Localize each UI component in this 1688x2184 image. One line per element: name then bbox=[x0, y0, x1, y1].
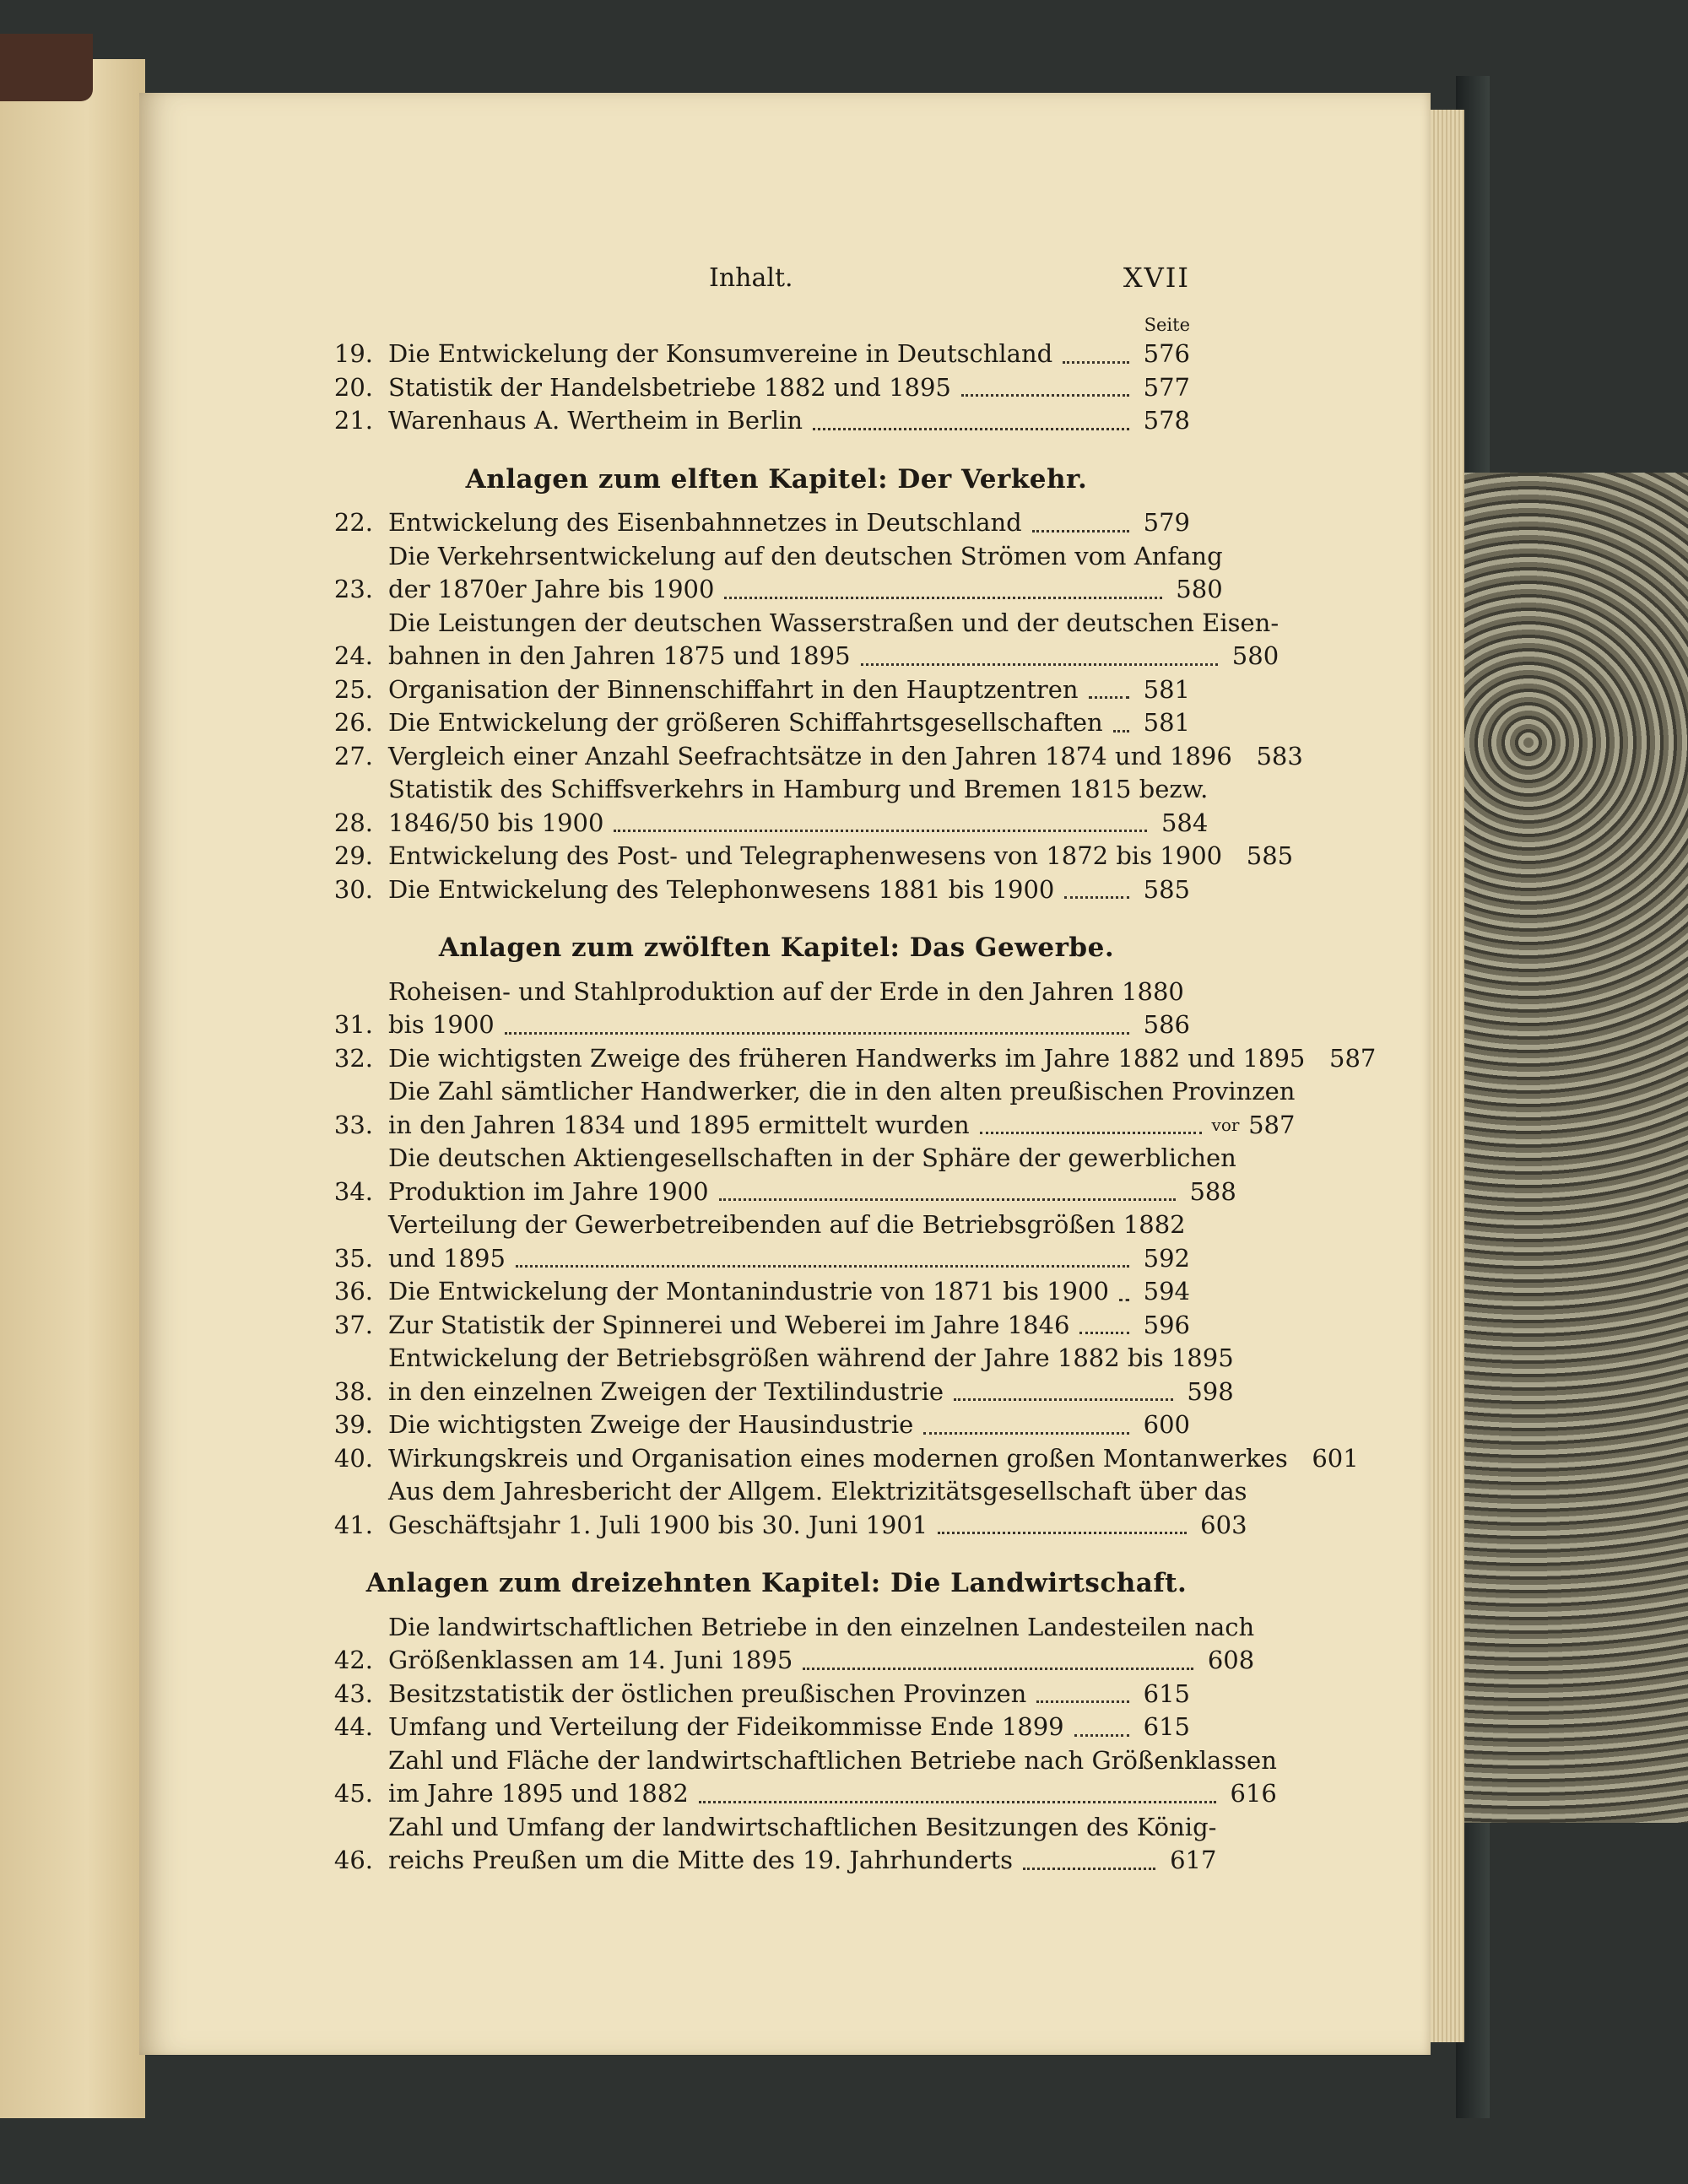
dot-leader bbox=[516, 1265, 1129, 1268]
entry-text bbox=[388, 1611, 1254, 1678]
dot-leader bbox=[1089, 696, 1129, 699]
entry-line-text: Zur Statistik der Spinnerei und Weberei im Jahre 1846 bbox=[388, 1310, 1070, 1339]
dot-leader bbox=[724, 597, 1161, 599]
entry-line bbox=[388, 1644, 1254, 1678]
entry-line bbox=[388, 607, 1279, 641]
entry-number: 34. bbox=[333, 1176, 373, 1206]
entry-text bbox=[388, 1275, 1190, 1309]
entry-page: 601 bbox=[1312, 1443, 1359, 1473]
entry-line-text: Besitzstatistik der östlichen preußischen Provinzen bbox=[388, 1679, 1027, 1708]
left-page-edge bbox=[0, 59, 145, 2118]
dot-leader bbox=[1063, 361, 1129, 364]
entry-line bbox=[388, 573, 1223, 607]
toc-entry bbox=[312, 607, 1280, 673]
dot-leader bbox=[954, 1398, 1173, 1401]
page-column-label: Seite bbox=[1144, 315, 1190, 335]
entry-page: 608 bbox=[1207, 1646, 1255, 1674]
entry-text bbox=[388, 338, 1190, 371]
entry-number: 23. bbox=[333, 575, 373, 603]
entry-page: 615 bbox=[1143, 1712, 1190, 1741]
entry-text bbox=[388, 540, 1223, 607]
entry-number: 44. bbox=[333, 1712, 373, 1741]
entry-line-text: Die Entwickelung der größeren Schiffahrtsgesellschaften bbox=[388, 708, 1103, 737]
entry-line-text: Aus dem Jahresbericht der Allgem. Elektrizitätsgesellschaft über das bbox=[388, 1477, 1247, 1506]
entry-text bbox=[388, 706, 1190, 740]
entry-line-text: Statistik des Schiffsverkehrs in Hamburg und Bremen 1815 bezw. bbox=[388, 775, 1209, 803]
entry-line bbox=[388, 1342, 1234, 1376]
entry-line-text: bahnen in den Jahren 1875 und 1895 bbox=[388, 641, 851, 670]
dot-leader bbox=[614, 830, 1147, 832]
entry-number: 36. bbox=[333, 1277, 373, 1306]
entry-number: 35. bbox=[333, 1243, 373, 1273]
entry-line bbox=[388, 1611, 1254, 1645]
dot-leader bbox=[1032, 530, 1129, 532]
toc-groups bbox=[312, 338, 1377, 1878]
entry-line bbox=[388, 1109, 1295, 1143]
entry-page: 603 bbox=[1200, 1510, 1247, 1539]
entry-text bbox=[388, 1075, 1295, 1142]
entry-line bbox=[388, 740, 1303, 774]
entry-line-text: Größenklassen am 14. Juni 1895 bbox=[388, 1646, 793, 1674]
entry-text bbox=[388, 1442, 1359, 1476]
entry-line bbox=[388, 807, 1208, 841]
entry-text bbox=[388, 1678, 1190, 1711]
entry-page: 586 bbox=[1143, 1010, 1190, 1039]
entry-page: 576 bbox=[1143, 339, 1190, 368]
dot-leader bbox=[1079, 1332, 1129, 1334]
table-of-contents bbox=[312, 262, 1377, 1878]
entry-page: 615 bbox=[1143, 1679, 1190, 1708]
dot-leader bbox=[1023, 1868, 1155, 1870]
dot-leader bbox=[1036, 1700, 1129, 1703]
running-head bbox=[312, 262, 1190, 312]
entry-page: 585 bbox=[1143, 874, 1190, 904]
entry-page: 616 bbox=[1230, 1779, 1277, 1808]
entry-line-text: der 1870er Jahre bis 1900 bbox=[388, 575, 715, 603]
entry-line-text: und 1895 bbox=[388, 1243, 506, 1273]
dot-leader bbox=[961, 394, 1129, 397]
entry-line-text: Vergleich einer Anzahl Seefrachtsätze in den Jahren 1874 und 1896 bbox=[388, 741, 1232, 770]
entry-line bbox=[388, 404, 1190, 438]
entry-line-text: Die Entwickelung der Montanindustrie von 1871 bis 1900 bbox=[388, 1277, 1109, 1306]
toc-entry bbox=[312, 1711, 1190, 1744]
entry-page: 596 bbox=[1143, 1310, 1190, 1339]
dot-leader bbox=[699, 1801, 1216, 1803]
entry-line-text: Die wichtigsten Zweige der Hausindustrie bbox=[388, 1410, 914, 1439]
entry-number: 29. bbox=[333, 841, 373, 870]
entry-line bbox=[388, 1811, 1216, 1845]
entry-line bbox=[388, 1042, 1376, 1076]
entry-number: 30. bbox=[333, 874, 373, 904]
toc-entry bbox=[312, 1611, 1255, 1678]
entry-text bbox=[388, 1208, 1190, 1275]
dot-leader bbox=[980, 1132, 1202, 1134]
entry-page: 588 bbox=[1189, 1176, 1236, 1206]
entry-line bbox=[388, 976, 1190, 1009]
entry-line bbox=[388, 1208, 1190, 1242]
entry-number: 28. bbox=[333, 808, 373, 837]
entry-line bbox=[388, 1008, 1190, 1042]
toc-entry bbox=[312, 706, 1190, 740]
entry-line bbox=[388, 1376, 1234, 1409]
entry-line bbox=[388, 1075, 1295, 1109]
entry-text bbox=[388, 404, 1190, 438]
entry-page: 587 bbox=[1248, 1110, 1296, 1139]
entry-line bbox=[388, 540, 1223, 574]
entry-line bbox=[388, 1242, 1190, 1276]
entry-text bbox=[388, 1408, 1190, 1442]
toc-entry bbox=[312, 1442, 1359, 1476]
dot-leader bbox=[1074, 1734, 1129, 1737]
entry-number: 24. bbox=[333, 641, 373, 670]
entry-text bbox=[388, 1475, 1247, 1542]
dot-leader bbox=[803, 1668, 1193, 1670]
entry-line bbox=[388, 506, 1190, 540]
entry-page: 580 bbox=[1176, 575, 1223, 603]
left-cover-corner bbox=[0, 34, 93, 101]
entry-line-text: reichs Preußen um die Mitte des 19. Jahrhunderts bbox=[388, 1846, 1014, 1874]
entry-page: 598 bbox=[1187, 1376, 1234, 1406]
entry-line-text: Die Leistungen der deutschen Wasserstraßen und der deutschen Eisen- bbox=[388, 608, 1280, 637]
entry-line bbox=[388, 1711, 1190, 1744]
entry-number: 39. bbox=[333, 1410, 373, 1439]
toc-entry bbox=[312, 673, 1190, 707]
toc-entry bbox=[312, 1275, 1190, 1309]
entry-number: 43. bbox=[333, 1679, 373, 1708]
entry-line bbox=[388, 1777, 1277, 1811]
entry-text bbox=[388, 673, 1190, 707]
entry-text bbox=[388, 1309, 1190, 1343]
entry-line-text: Produktion im Jahre 1900 bbox=[388, 1176, 709, 1206]
entry-page: 617 bbox=[1170, 1846, 1217, 1874]
entry-page: 577 bbox=[1143, 372, 1190, 402]
page-stack-edge bbox=[1431, 110, 1464, 2042]
toc-entry bbox=[312, 1042, 1377, 1076]
entry-line bbox=[388, 1475, 1247, 1509]
dot-leader bbox=[923, 1432, 1129, 1435]
entry-line-text: im Jahre 1895 und 1882 bbox=[388, 1779, 689, 1808]
entry-line-text: Die Zahl sämtlicher Handwerker, die in den alten preußischen Provinzen bbox=[388, 1077, 1296, 1106]
entry-text bbox=[388, 773, 1208, 840]
entry-line bbox=[388, 640, 1279, 673]
dot-leader bbox=[813, 428, 1129, 430]
section-heading: Anlagen zum dreizehnten Kapitel: Die Landwirtschaft. bbox=[365, 1568, 1188, 1598]
toc-entry bbox=[312, 773, 1209, 840]
entry-page: 600 bbox=[1143, 1410, 1190, 1439]
toc-entry bbox=[312, 740, 1303, 774]
toc-entry bbox=[312, 1342, 1234, 1408]
entry-text bbox=[388, 607, 1279, 673]
entry-number: 19. bbox=[333, 339, 373, 368]
entry-page: 578 bbox=[1143, 406, 1190, 435]
entry-line-text: Warenhaus A. Wertheim in Berlin bbox=[388, 406, 803, 435]
section-heading: Anlagen zum elften Kapitel: Der Verkehr. bbox=[465, 463, 1088, 495]
toc-entry bbox=[312, 1142, 1236, 1208]
entry-number: 38. bbox=[333, 1376, 373, 1406]
entry-line bbox=[388, 1844, 1216, 1878]
entry-text bbox=[388, 1744, 1277, 1811]
entry-line bbox=[388, 873, 1190, 907]
entry-page: 579 bbox=[1143, 508, 1190, 537]
entry-text bbox=[388, 976, 1190, 1042]
entry-line bbox=[388, 840, 1293, 873]
entry-number: 46. bbox=[333, 1846, 373, 1874]
entry-line-text: Wirkungskreis und Organisation eines modernen großen Montanwerkes bbox=[388, 1443, 1288, 1473]
dot-leader bbox=[1113, 730, 1129, 733]
entry-line-text: Zahl und Fläche der landwirtschaftlichen Betriebe nach Größenklassen bbox=[388, 1745, 1277, 1775]
entry-number: 33. bbox=[333, 1110, 373, 1139]
toc-entry bbox=[312, 1678, 1190, 1711]
entry-line bbox=[388, 706, 1190, 740]
entry-line-text: Geschäftsjahr 1. Juli 1900 bis 30. Juni 1901 bbox=[388, 1510, 928, 1539]
entry-text bbox=[388, 1711, 1190, 1744]
section-heading: Anlagen zum zwölften Kapitel: Das Gewerbe. bbox=[438, 933, 1115, 963]
toc-entry bbox=[312, 404, 1190, 438]
toc-entry bbox=[312, 840, 1294, 873]
entry-line bbox=[388, 673, 1190, 707]
entry-line-text: Die landwirtschaftlichen Betriebe in den einzelnen Landesteilen nach bbox=[388, 1612, 1255, 1641]
entry-line-text: Die wichtigsten Zweige des früheren Handwerks im Jahre 1882 und 1895 bbox=[388, 1043, 1306, 1073]
entry-line bbox=[388, 1309, 1190, 1343]
entry-line-text: Entwickelung des Post- und Telegraphenwesens von 1872 bis 1900 bbox=[388, 841, 1223, 870]
dot-leader bbox=[505, 1032, 1129, 1035]
entry-page: 583 bbox=[1256, 741, 1303, 770]
running-title: Inhalt. bbox=[709, 263, 793, 293]
entry-line bbox=[388, 1408, 1190, 1442]
entry-line-text: Roheisen- und Stahlproduktion auf der Erde in den Jahren 1880 bbox=[388, 976, 1184, 1006]
entry-text bbox=[388, 1342, 1234, 1408]
toc-entry bbox=[312, 371, 1190, 405]
entry-line-text: Die Entwickelung der Konsumvereine in Deutschland bbox=[388, 339, 1053, 368]
entry-line bbox=[388, 1442, 1359, 1476]
toc-entry bbox=[312, 1408, 1190, 1442]
entry-line bbox=[388, 1142, 1236, 1176]
entry-page: 581 bbox=[1143, 708, 1190, 737]
entry-number: 37. bbox=[333, 1310, 373, 1339]
entry-line-text: Umfang und Verteilung der Fideikommisse Ende 1899 bbox=[388, 1712, 1064, 1741]
entry-page: 592 bbox=[1143, 1243, 1190, 1273]
entry-page: 587 bbox=[1329, 1043, 1377, 1073]
entry-page: 580 bbox=[1231, 641, 1280, 670]
entry-number: 27. bbox=[333, 741, 373, 770]
entry-text bbox=[388, 506, 1190, 540]
dot-leader bbox=[861, 663, 1219, 666]
entry-page-prefix: vor bbox=[1211, 1114, 1240, 1135]
entry-page: 581 bbox=[1143, 674, 1190, 704]
entry-line-text: Die Verkehrsentwickelung auf den deutschen Strömen vom Anfang bbox=[388, 541, 1223, 570]
entry-line-text: Die deutschen Aktiengesellschaften in der Sphäre der gewerblichen bbox=[388, 1143, 1236, 1172]
entry-line-text: Organisation der Binnenschiffahrt in den Hauptzentren bbox=[388, 674, 1079, 704]
entry-line-text: Zahl und Umfang der landwirtschaftlichen Besitzungen des König- bbox=[388, 1812, 1217, 1841]
entry-line-text: Entwickelung der Betriebsgrößen während der Jahre 1882 bis 1895 bbox=[388, 1343, 1234, 1372]
entry-text bbox=[388, 1042, 1376, 1076]
marbled-endpaper bbox=[1460, 473, 1688, 1823]
entry-number: 45. bbox=[333, 1779, 373, 1808]
entry-text bbox=[388, 740, 1303, 774]
entry-text bbox=[388, 873, 1190, 907]
toc-entry bbox=[312, 1208, 1190, 1275]
toc-entry bbox=[312, 540, 1223, 607]
entry-number: 40. bbox=[333, 1443, 373, 1473]
toc-entry bbox=[312, 976, 1190, 1042]
entry-number: 32. bbox=[333, 1043, 373, 1073]
entry-page: 585 bbox=[1246, 841, 1294, 870]
entry-line bbox=[388, 1744, 1277, 1778]
entry-number: 22. bbox=[333, 508, 373, 537]
entry-line bbox=[388, 1176, 1236, 1209]
entry-line-text: bis 1900 bbox=[388, 1010, 495, 1039]
entry-number: 41. bbox=[333, 1510, 373, 1539]
entry-line-text: Verteilung der Gewerbetreibenden auf die Betriebsgrößen 1882 bbox=[388, 1210, 1186, 1239]
entry-text bbox=[388, 371, 1190, 405]
toc-entry bbox=[312, 1475, 1247, 1542]
entry-line bbox=[388, 1678, 1190, 1711]
entry-line bbox=[388, 338, 1190, 371]
entry-line-text: Statistik der Handelsbetriebe 1882 und 1895 bbox=[388, 372, 951, 402]
entry-number: 42. bbox=[333, 1646, 373, 1674]
entry-text bbox=[388, 840, 1293, 873]
entry-number: 26. bbox=[333, 708, 373, 737]
entry-number: 21. bbox=[333, 406, 373, 435]
dot-leader bbox=[938, 1532, 1186, 1534]
entry-number: 31. bbox=[333, 1010, 373, 1039]
dot-leader bbox=[1064, 896, 1129, 899]
entry-line bbox=[388, 1509, 1247, 1543]
entry-number: 25. bbox=[333, 674, 373, 704]
dot-leader bbox=[1119, 1299, 1129, 1301]
entry-page: 594 bbox=[1143, 1277, 1190, 1306]
entry-line-text: in den Jahren 1834 und 1895 ermittelt wurden bbox=[388, 1110, 970, 1139]
entry-line bbox=[388, 773, 1208, 807]
toc-entry bbox=[312, 1075, 1296, 1142]
toc-entry bbox=[312, 1744, 1277, 1811]
entry-text bbox=[388, 1811, 1216, 1878]
entry-text bbox=[388, 1142, 1236, 1208]
toc-entry bbox=[312, 873, 1190, 907]
entry-line bbox=[388, 1275, 1190, 1309]
entry-page: 584 bbox=[1160, 808, 1209, 837]
entry-line-text: Entwickelung des Eisenbahnnetzes in Deutschland bbox=[388, 508, 1022, 537]
page-number-roman: XVII bbox=[1123, 262, 1190, 294]
entry-number: 20. bbox=[333, 372, 373, 402]
toc-entry bbox=[312, 1309, 1190, 1343]
entry-line-text: in den einzelnen Zweigen der Textilindustrie bbox=[388, 1376, 944, 1406]
toc-entry bbox=[312, 338, 1190, 371]
entry-line-text: Die Entwickelung des Telephonwesens 1881 bis 1900 bbox=[388, 874, 1055, 904]
entry-line-text: 1846/50 bis 1900 bbox=[388, 808, 604, 837]
toc-entry bbox=[312, 506, 1190, 540]
entry-line bbox=[388, 371, 1190, 405]
toc-entry bbox=[312, 1811, 1217, 1878]
dot-leader bbox=[719, 1198, 1176, 1201]
